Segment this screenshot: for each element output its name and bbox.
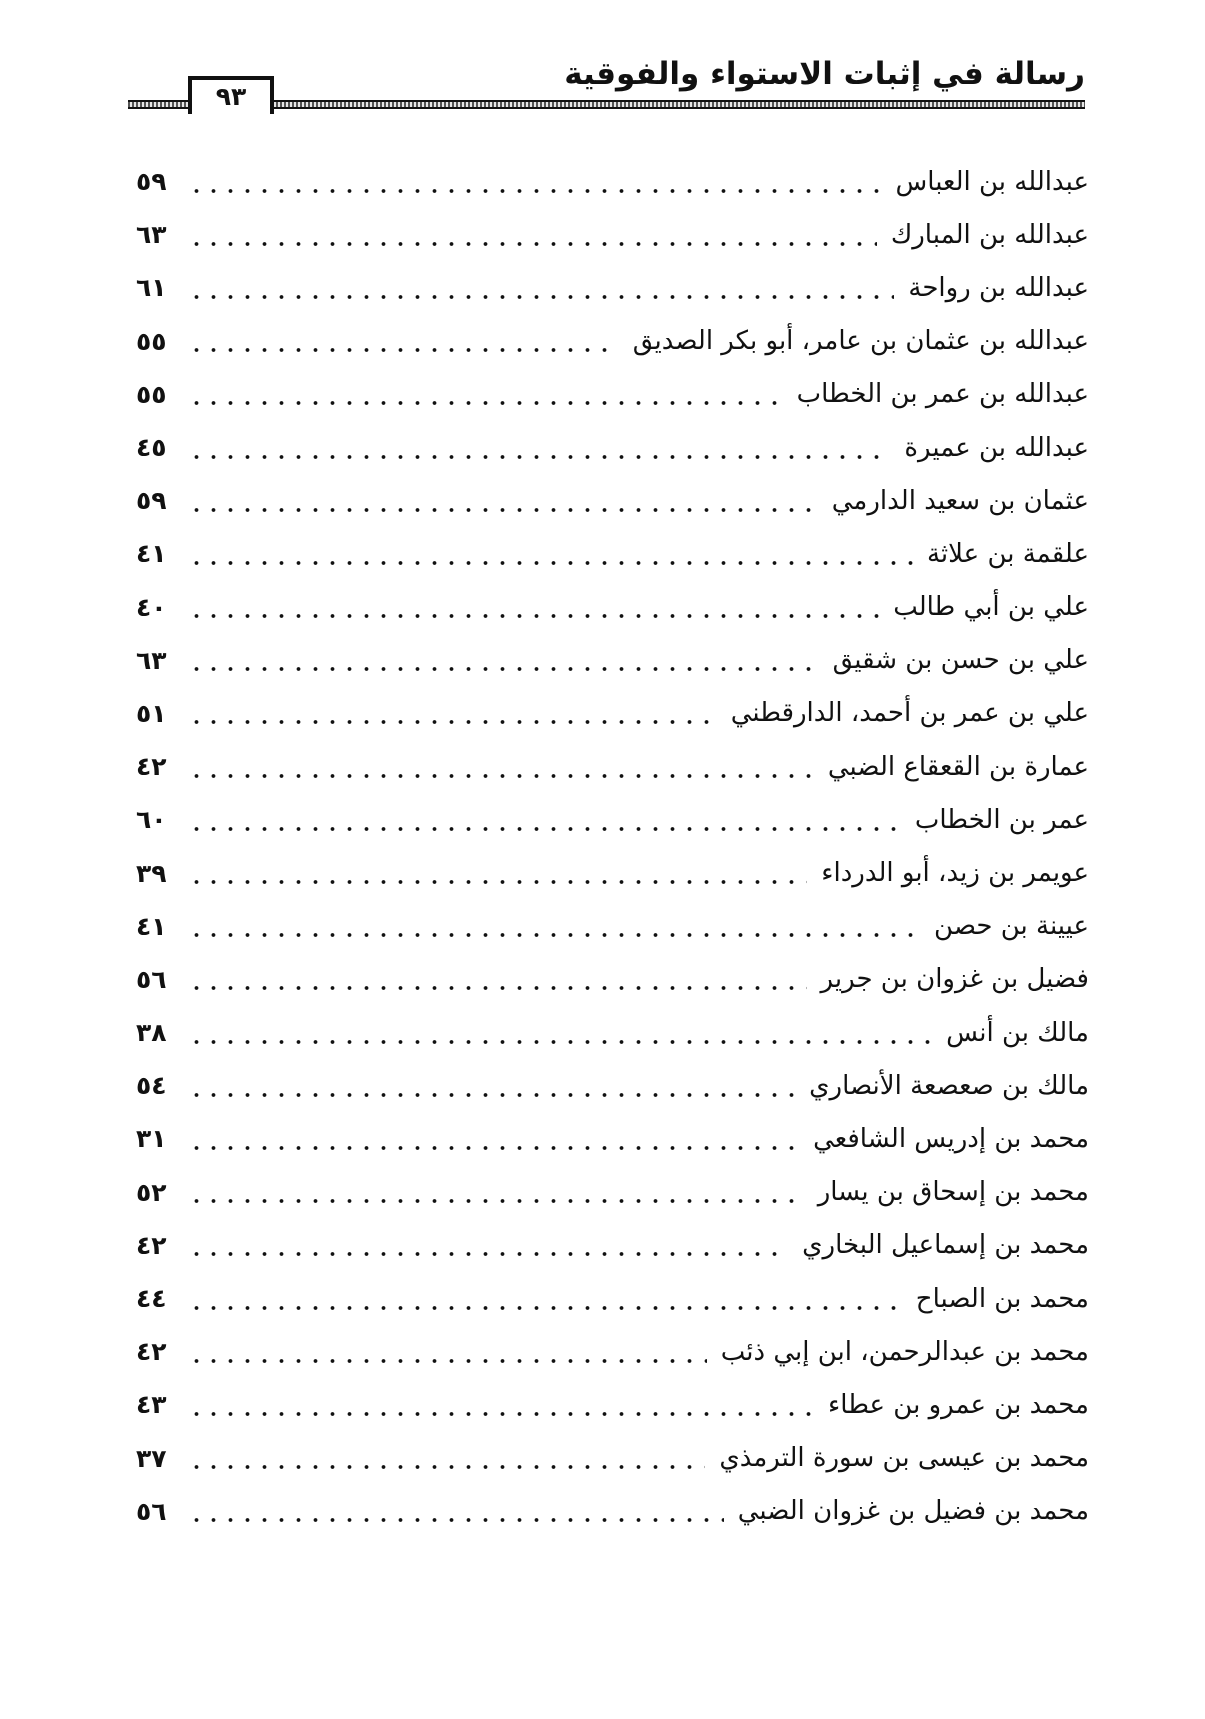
- index-entry: [136, 1325, 1089, 1378]
- leader-dots: [188, 1126, 799, 1152]
- index-entry: [136, 1112, 1089, 1165]
- index-entry: [136, 740, 1089, 793]
- entry-name: عبدالله بن المبارك: [890, 219, 1089, 250]
- index-entry: [136, 1485, 1089, 1538]
- page-reference: ٤٤: [136, 1284, 167, 1314]
- leader-dots: [188, 541, 913, 567]
- leader-dots: [188, 435, 890, 461]
- index-entry: [136, 953, 1089, 1006]
- leader-dots: [188, 754, 814, 780]
- entry-name: عمر بن الخطاب: [914, 804, 1089, 835]
- index-entry: [136, 581, 1089, 634]
- page-reference: ٣٨: [136, 1018, 167, 1048]
- entry-name: عويمر بن زيد، أبو الدرداء: [821, 858, 1089, 889]
- entry-name: عيينة بن حصن: [934, 911, 1089, 942]
- leader-dots: [188, 647, 819, 673]
- page-reference: ٦١: [136, 273, 167, 303]
- leader-dots: [188, 275, 894, 301]
- entry-name: محمد بن عيسى بن سورة الترمذي: [719, 1443, 1089, 1474]
- index-entry: [136, 315, 1089, 368]
- leader-dots: [188, 169, 882, 195]
- leader-dots: [188, 594, 879, 620]
- entry-name: علي بن حسن بن شقيق: [832, 645, 1089, 676]
- index-entry: [136, 155, 1089, 208]
- leader-dots: [188, 1392, 814, 1418]
- entry-name: عبدالله بن رواحة: [908, 272, 1089, 303]
- leader-dots: [188, 913, 920, 939]
- index-entry: [136, 900, 1089, 953]
- index-list: [136, 155, 1089, 1538]
- entry-name: علي بن عمر بن أحمد، الدارقطني: [730, 698, 1089, 729]
- page-reference: ٤٢: [136, 1230, 167, 1260]
- entry-name: محمد بن إدريس الشافعي: [813, 1123, 1089, 1154]
- entry-name: عبدالله بن العباس: [895, 166, 1089, 197]
- entry-name: عبدالله بن عثمان بن عامر، أبو بكر الصديق: [632, 326, 1089, 357]
- page-reference: ٣٩: [136, 858, 167, 888]
- page-header: [128, 52, 1085, 114]
- leader-dots: [188, 222, 877, 248]
- entry-name: عثمان بن سعيد الدارمي: [831, 485, 1089, 516]
- index-entry: [136, 634, 1089, 687]
- index-entry: [136, 1432, 1089, 1485]
- page-reference: ٣٧: [136, 1443, 167, 1473]
- page-reference: ٥٩: [136, 486, 167, 516]
- page-reference: ٦٣: [136, 645, 167, 675]
- index-entry: [136, 1166, 1089, 1219]
- leader-dots: [188, 1020, 932, 1046]
- index-entry: [136, 1378, 1089, 1431]
- leader-dots: [188, 1179, 804, 1205]
- index-entry: [136, 527, 1089, 580]
- leader-dots: [188, 328, 619, 354]
- page-reference: ٤٠: [136, 592, 167, 622]
- leader-dots: [188, 381, 783, 407]
- index-entry: [136, 474, 1089, 527]
- entry-name: محمد بن فضيل بن غزوان الضبي: [737, 1496, 1089, 1527]
- index-entry: [136, 1059, 1089, 1112]
- page-title: رسالة في إثبات الاستواء والفوقية: [564, 56, 1085, 92]
- index-entry: [136, 1006, 1089, 1059]
- page-reference: ٥٥: [136, 379, 167, 409]
- leader-dots: [188, 966, 807, 992]
- index-entry: [136, 421, 1089, 474]
- page-reference: ٥٦: [136, 1496, 167, 1526]
- index-entry: [136, 687, 1089, 740]
- entry-name: محمد بن عبدالرحمن، ابن إبي ذئب: [720, 1336, 1089, 1367]
- entry-name: محمد بن إسحاق بن يسار: [817, 1177, 1089, 1208]
- leader-dots: [188, 1339, 707, 1365]
- page-reference: ٥٦: [136, 964, 167, 994]
- entry-name: علقمة بن علاثة: [926, 538, 1089, 569]
- page-number: ٩٣: [188, 76, 274, 114]
- leader-dots: [188, 700, 717, 726]
- entry-name: محمد بن عمرو بن عطاء: [828, 1389, 1089, 1420]
- page-reference: ٣١: [136, 1124, 167, 1154]
- index-entry: [136, 261, 1089, 314]
- page-reference: ٦٠: [136, 805, 167, 835]
- entry-name: عبدالله بن عميرة: [904, 432, 1089, 463]
- entry-name: محمد بن الصباح: [915, 1283, 1089, 1314]
- index-entry: [136, 368, 1089, 421]
- index-entry: [136, 1272, 1089, 1325]
- entry-name: عمارة بن القعقاع الضبي: [827, 751, 1089, 782]
- entry-name: مالك بن أنس: [946, 1017, 1089, 1048]
- entry-name: فضيل بن غزوان بن جرير: [820, 964, 1089, 995]
- page-reference: ٤٢: [136, 752, 167, 782]
- leader-dots: [188, 1445, 705, 1471]
- page-reference: ٥٩: [136, 167, 167, 197]
- leader-dots: [188, 1073, 795, 1099]
- entry-name: محمد بن إسماعيل البخاري: [802, 1230, 1089, 1261]
- leader-dots: [188, 1286, 902, 1312]
- page-reference: ٦٣: [136, 220, 167, 250]
- index-entry: [136, 793, 1089, 846]
- page-reference: ٤٢: [136, 1337, 167, 1367]
- entry-name: مالك بن صعصعة الأنصاري: [809, 1070, 1089, 1101]
- entry-name: علي بن أبي طالب: [893, 592, 1089, 623]
- page-reference: ٤١: [136, 539, 167, 569]
- index-entry: [136, 846, 1089, 899]
- page-reference: ٤٣: [136, 1390, 167, 1420]
- page-reference: ٥٢: [136, 1177, 167, 1207]
- index-entry: [136, 208, 1089, 261]
- page-reference: ٥٥: [136, 326, 167, 356]
- index-entry: [136, 1219, 1089, 1272]
- page-reference: ٥٤: [136, 1071, 167, 1101]
- leader-dots: [188, 1498, 724, 1524]
- leader-dots: [188, 807, 901, 833]
- page-reference: ٥١: [136, 698, 167, 728]
- leader-dots: [188, 1232, 788, 1258]
- entry-name: عبدالله بن عمر بن الخطاب: [796, 379, 1089, 410]
- page-reference: ٤١: [136, 911, 167, 941]
- leader-dots: [188, 860, 807, 886]
- leader-dots: [188, 488, 818, 514]
- page-reference: ٤٥: [136, 433, 167, 463]
